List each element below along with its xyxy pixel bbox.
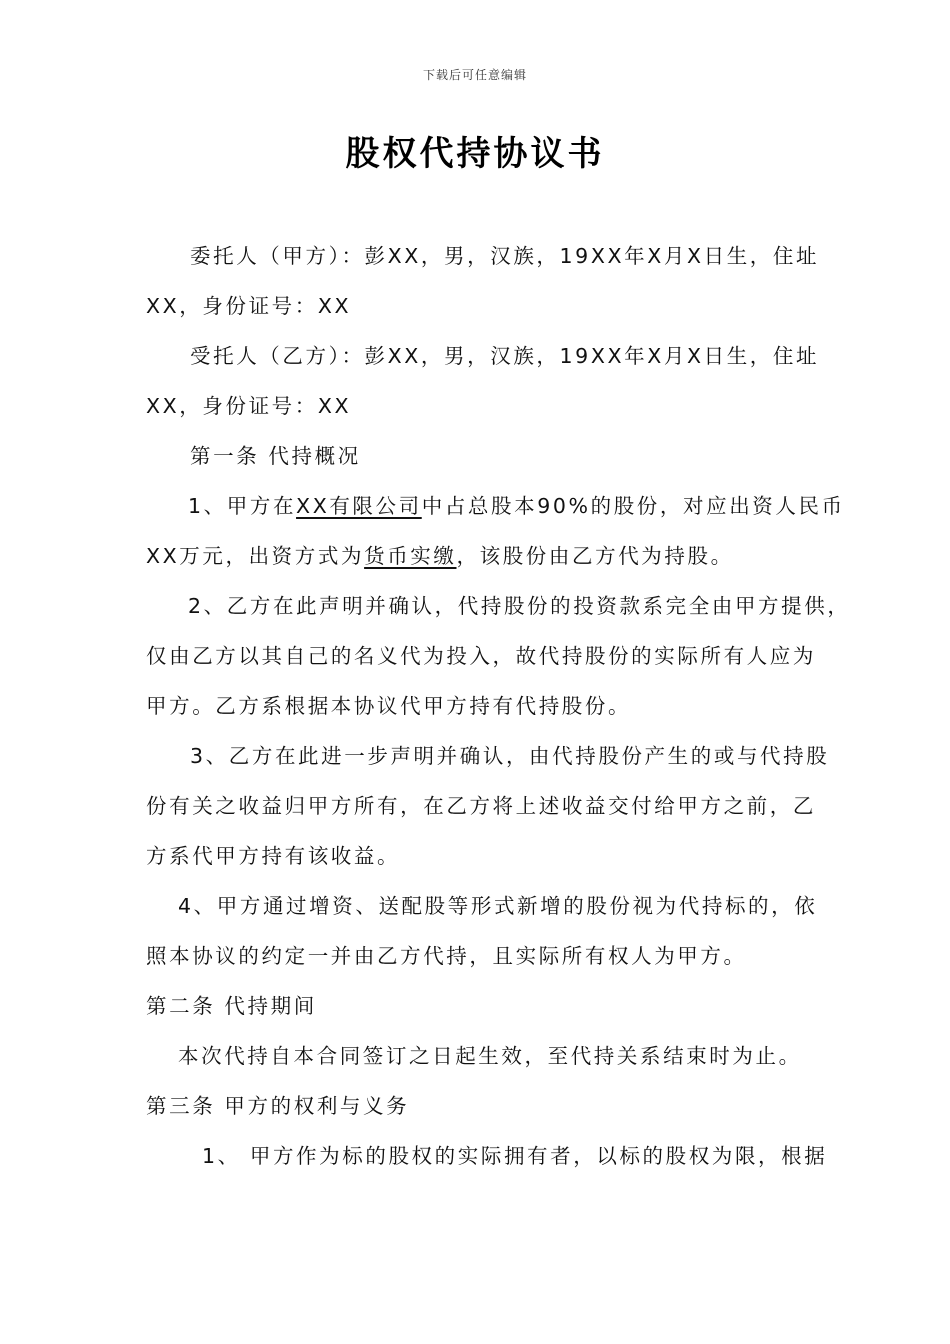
text-segment: 1、甲方在 (188, 494, 297, 518)
paragraph-line: 甲方。乙方系根据本协议代甲方持有代持股份。 (146, 694, 632, 718)
paragraph-line: 本次代持自本合同签订之日起生效，至代持关系结束时为止。 (178, 1044, 802, 1068)
paragraph-line: 1、 甲方作为标的股权的实际拥有者，以标的股权为限，根据 (202, 1144, 828, 1168)
paragraph-line: 受托人（乙方）：彭XX，男，汉族，19XX年X月X日生，住址 (190, 344, 820, 368)
paragraph-line: 4、甲方通过增资、送配股等形式新增的股份视为代持标的，依 (178, 894, 818, 918)
paragraph-line (146, 541, 816, 571)
text-segment: 中占总股本90%的股份，对应出资人民币 (421, 494, 845, 518)
paragraph-line: 仅由乙方以其自己的名义代为投入，故代持股份的实际所有人应为 (146, 644, 816, 668)
paragraph-line: 方系代甲方持有该收益。 (146, 844, 401, 868)
paragraph-line: 3、乙方在此进一步声明并确认，由代持股份产生的或与代持股 (190, 744, 830, 768)
paragraph-line (188, 491, 845, 521)
text-segment: XX万元，出资方式为 (146, 544, 365, 568)
document-title: 股权代持协议书 (345, 134, 605, 174)
paragraph-line: 2、乙方在此声明并确认，代持股份的投资款系完全由甲方提供， (188, 594, 851, 618)
paragraph-line: XX，身份证号：XX (146, 294, 352, 318)
paragraph-line: 份有关之收益归甲方所有，在乙方将上述收益交付给甲方之前，乙 (146, 794, 816, 818)
paragraph-line: 照本协议的约定一并由乙方代持，且实际所有权人为甲方。 (146, 944, 747, 968)
paragraph-line: 委托人（甲方）：彭XX，男，汉族，19XX年X月X日生，住址 (190, 244, 820, 268)
underlined-payment-method: 货币实缴 (364, 544, 457, 568)
header-note: 下载后可任意编辑 (422, 68, 527, 82)
underlined-company: XX有限公司 (296, 494, 422, 518)
section-heading: 第二条 代持期间 (146, 994, 317, 1018)
section-heading: 第一条 代持概况 (190, 444, 361, 468)
section-heading: 第三条 甲方的权利与义务 (146, 1094, 410, 1118)
text-segment: ，该股份由乙方代为持股。 (456, 544, 734, 568)
paragraph-line: XX，身份证号：XX (146, 394, 352, 418)
